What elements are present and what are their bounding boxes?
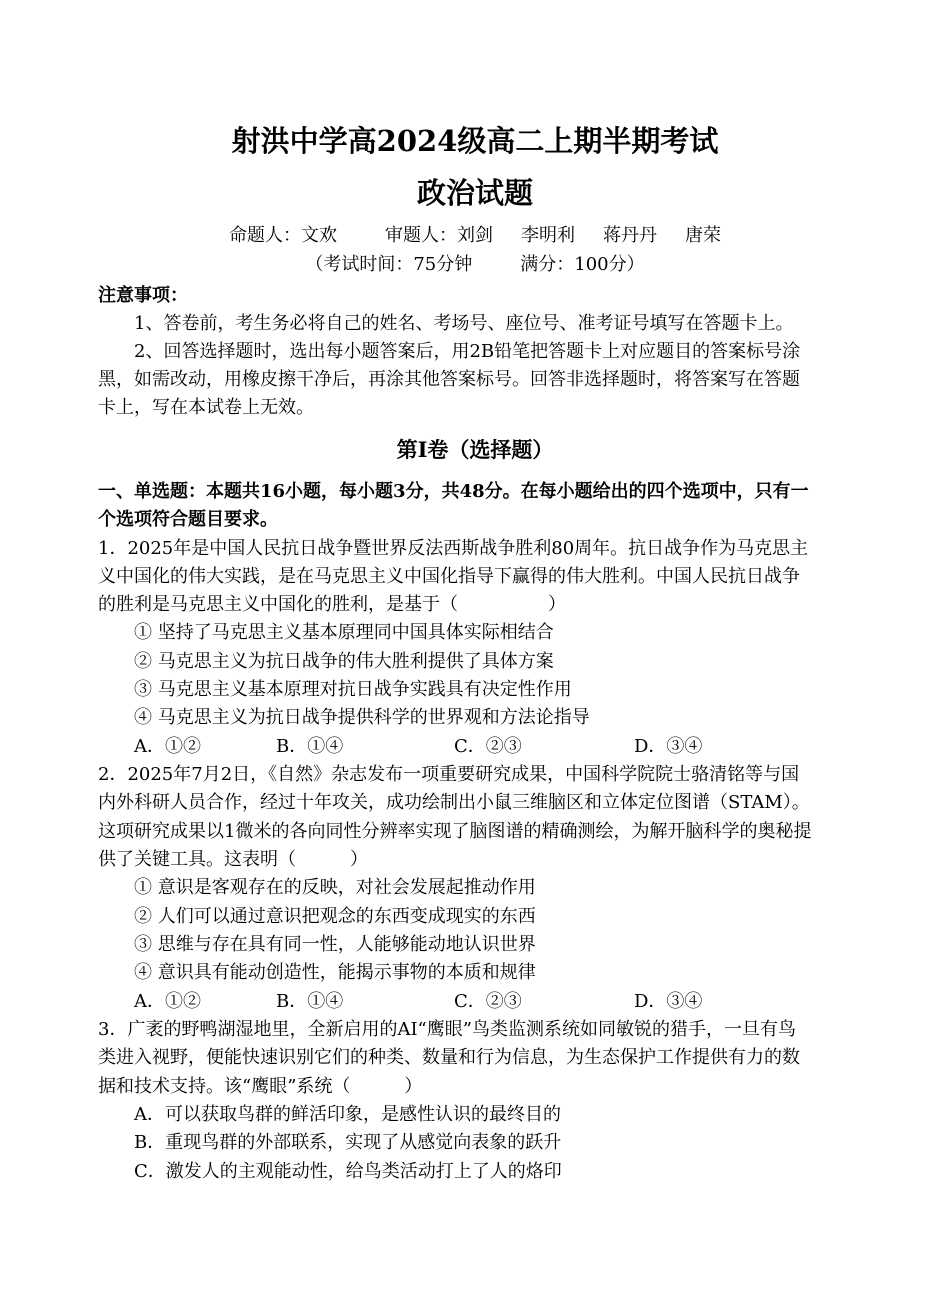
q2-statement-2: ② 人们可以通过意识把观念的东西变成现实的东西 — [134, 906, 536, 927]
notice-item-2-line-3: 卡上，写在本试卷上无效。 — [98, 397, 314, 418]
q2-stem-line-2: 内外科研人员合作，经过十年攻关，成功绘制出小鼠三维脑区和立体定位图谱（STAM）。 — [98, 792, 810, 813]
q2-option-d: D．③④ — [634, 991, 703, 1012]
notice-item-2-line-1: 2、回答选择题时，选出每小题答案后，用2B铅笔把答题卡上对应题目的答案标号涂 — [134, 341, 801, 362]
q3-stem-line-2: 类进入视野，便能快速识别它们的种类、数量和行为信息，为生态保护工作提供有力的数 — [98, 1047, 800, 1068]
authors-line — [0, 224, 950, 248]
q1-option-c: C．②③ — [454, 736, 522, 757]
q2-statement-4: ④ 意识具有能动创造性，能揭示事物的本质和规律 — [134, 962, 536, 983]
q3-option-b: B．重现鸟群的外部联系，实现了从感觉向表象的跃升 — [134, 1132, 562, 1153]
q1-stem-line-1: 1．2025年是中国人民抗日战争暨世界反法西斯战争胜利80周年。抗日战争作为马克思主 — [98, 538, 809, 559]
q2-option-b: B．①④ — [276, 991, 344, 1012]
q2-option-a: A．①② — [134, 991, 201, 1012]
q2-stem-line-1: 2．2025年7月2日，《自然》杂志发布一项重要研究成果，中国科学院院士骆清铭等与国 — [98, 764, 800, 785]
q1-stem-line-2: 义中国化的伟大实践，是在马克思主义中国化指导下赢得的伟大胜利。中国人民抗日战争 — [98, 566, 800, 587]
q2-statement-1: ① 意识是客观存在的反映，对社会发展起推动作用 — [134, 877, 536, 898]
reviewer-4: 唐荣 — [685, 225, 721, 246]
section-instruction-line-2: 个选项符合题目要求。 — [98, 509, 278, 530]
notice-heading: 注意事项： — [98, 285, 188, 306]
q1-option-a: A．①② — [134, 736, 201, 757]
q3-option-c: C．激发人的主观能动性，给鸟类活动打上了人的烙印 — [134, 1161, 562, 1182]
exam-title: 射洪中学高2024级高二上期半期考试 — [231, 124, 719, 158]
q1-stem-line-3: 的胜利是马克思主义中国化的胜利，是基于（ ） — [98, 594, 566, 615]
section-instruction-line-1: 一、单选题：本题共16小题，每小题3分，共48分。在每小题给出的四个选项中，只有一 — [98, 481, 809, 502]
setter: 命题人：文欢 — [229, 225, 337, 246]
q1-statement-1: ① 坚持了马克思主义基本原理同中国具体实际相结合 — [134, 622, 554, 643]
notice-item-2-line-2: 黑，如需改动，用橡皮擦干净后，再涂其他答案标号。回答非选择题时，将答案写在答题 — [98, 369, 800, 390]
reviewer-2: 李明利 — [521, 225, 575, 246]
full-score: 满分：100分） — [520, 254, 645, 275]
q1-statement-2: ② 马克思主义为抗日战争的伟大胜利提供了具体方案 — [134, 651, 554, 672]
q3-option-a: A．可以获取鸟群的鲜活印象，是感性认识的最终目的 — [134, 1104, 561, 1125]
q1-option-d: D．③④ — [634, 736, 703, 757]
q2-option-c: C．②③ — [454, 991, 522, 1012]
q2-stem-line-3: 这项研究成果以1微米的各向同性分辨率实现了脑图谱的精确测绘，为解开脑科学的奥秘提 — [98, 821, 812, 842]
q3-stem-line-3: 据和技术支持。该“鹰眼”系统（ ） — [98, 1076, 423, 1097]
q1-statement-4: ④ 马克思主义为抗日战争提供科学的世界观和方法论指导 — [134, 707, 590, 728]
exam-info-line — [0, 253, 950, 277]
q1-option-b: B．①④ — [276, 736, 344, 757]
q2-statement-3: ③ 思维与存在具有同一性，人能够能动地认识世界 — [134, 934, 536, 955]
q1-statement-3: ③ 马克思主义基本原理对抗日战争实践具有决定性作用 — [134, 679, 572, 700]
section-title: 第I卷（选择题） — [396, 437, 554, 462]
notice-item-1: 1、答卷前，考生务必将自己的姓名、考场号、座位号、准考证号填写在答题卡上。 — [134, 313, 794, 334]
q2-stem-line-4: 供了关键工具。这表明（ ） — [98, 849, 368, 870]
reviewer: 审题人：刘剑 — [385, 225, 493, 246]
exam-subtitle: 政治试题 — [416, 176, 533, 210]
reviewer-3: 蒋丹丹 — [603, 225, 657, 246]
exam-time: （考试时间：75分钟 — [305, 254, 473, 275]
q3-stem-line-1: 3．广袤的野鸭湖湿地里，全新启用的AI“鹰眼”鸟类监测系统如同敏锐的猎手，一旦有鸟 — [98, 1019, 796, 1040]
